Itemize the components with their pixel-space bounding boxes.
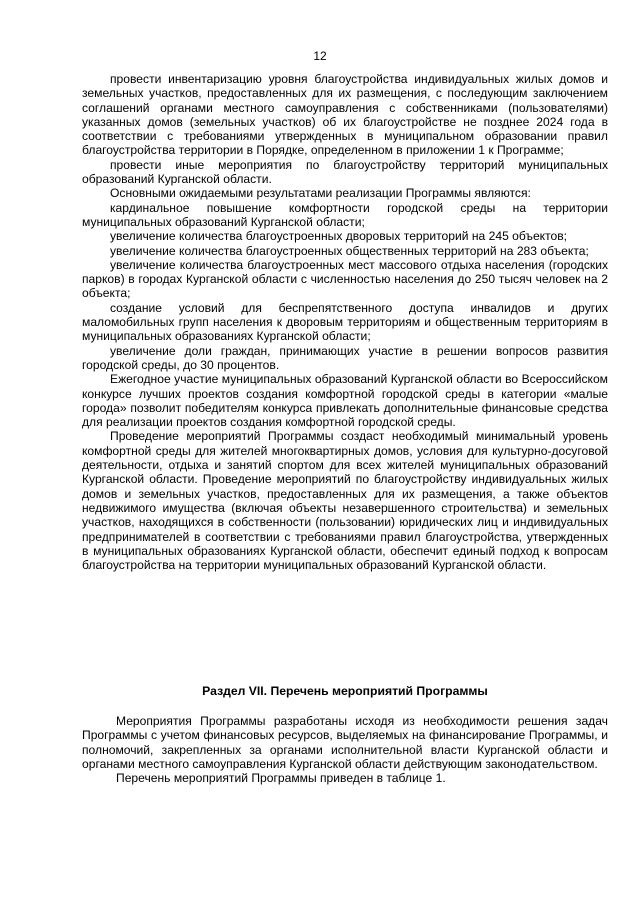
paragraph: Ежегодное участие муниципальных образований Курганской области во Всероссийском конкурсе лучших проектов создания комфортной городской среды в категории «малые города» позволит победителям конкурса привлекать дополнительные финансовые средства для реализации проектов создания комфортной городской среды. [82, 372, 608, 430]
paragraph: Основными ожидаемыми результатами реализации Программы являются: [110, 186, 531, 201]
paragraph: провести инвентаризацию уровня благоустройства индивидуальных жилых домов и земельных участков, предоставленных для их размещения, с последующим заключением соглашений органами местного самоуправления с собственниками (пользователями) указанных домов (земельных участков) об их благоустройстве не позднее 2024 года в соответствии с требованиями утвержденных в муниципальном образовании правил благоустройства территории в Порядке, определенном в приложении 1 к Программе; [82, 72, 608, 158]
paragraph: увеличение количества благоустроенных общественных территорий на 283 объекта; [110, 243, 589, 258]
body-text [82, 72, 608, 572]
section-body-text [82, 714, 608, 785]
page-number: 12 [313, 49, 327, 63]
paragraph: провести иные мероприятия по благоустройству территорий муниципальных образований Курганской области. [82, 157, 608, 187]
section-heading: Раздел VII. Перечень мероприятий Программы [202, 684, 488, 698]
paragraph: создание условий для беспрепятственного доступа инвалидов и других маломобильных групп населения к дворовым территориям и общественным территориям в муниципальных образованиях Курганской области; [82, 300, 608, 344]
paragraph: кардинальное повышение комфортности городской среды на территории муниципальных образований Курганской области; [82, 200, 608, 229]
paragraph: увеличение доли граждан, принимающих участие в решении вопросов развития городской среды, до 30 процентов. [82, 343, 608, 372]
paragraph: увеличение количества благоустроенных мест массового отдыха населения (городских парков) в городах Курганской области с численностью населения до 250 тысяч человек на 2 объекта; [82, 257, 608, 301]
paragraph: увеличение количества благоустроенных дворовых территорий на 245 объектов; [110, 229, 568, 244]
paragraph: Перечень мероприятий Программы приведен в таблице 1. [116, 771, 446, 786]
paragraph: Мероприятия Программы разработаны исходя из необходимости решения задач Программы с учетом финансовых ресурсов, выделяемых на финансирование Программы, и полномочий, закрепленных за органами исполнительной власти Курганской области и органами местного самоуправления Курганской области действующим законодательством. [82, 714, 608, 771]
paragraph: Проведение мероприятий Программы создаст необходимый минимальный уровень комфортной среды для жителей многоквартирных домов, условия для культурно-досуговой деятельности, отдыха и занятий спортом для всех жителей муниципальных образований Курганской области. Проведение мероприятий по благоустройству индивидуальных жилых домов и земельных участков, предоставленных для их размещения, а также объектов недвижимого имущества (включая объекты незавершенного строительства) и земельных участков, находящихся в собственности (пользовании) юридических лиц и индивидуальных предпринимателей в соответствии с требованиями правил благоустройства, утвержденных в муниципальных образованиях Курганской области, обеспечит единый подход к вопросам благоустройства на территории муниципальных образований Курганской области. [82, 429, 608, 573]
